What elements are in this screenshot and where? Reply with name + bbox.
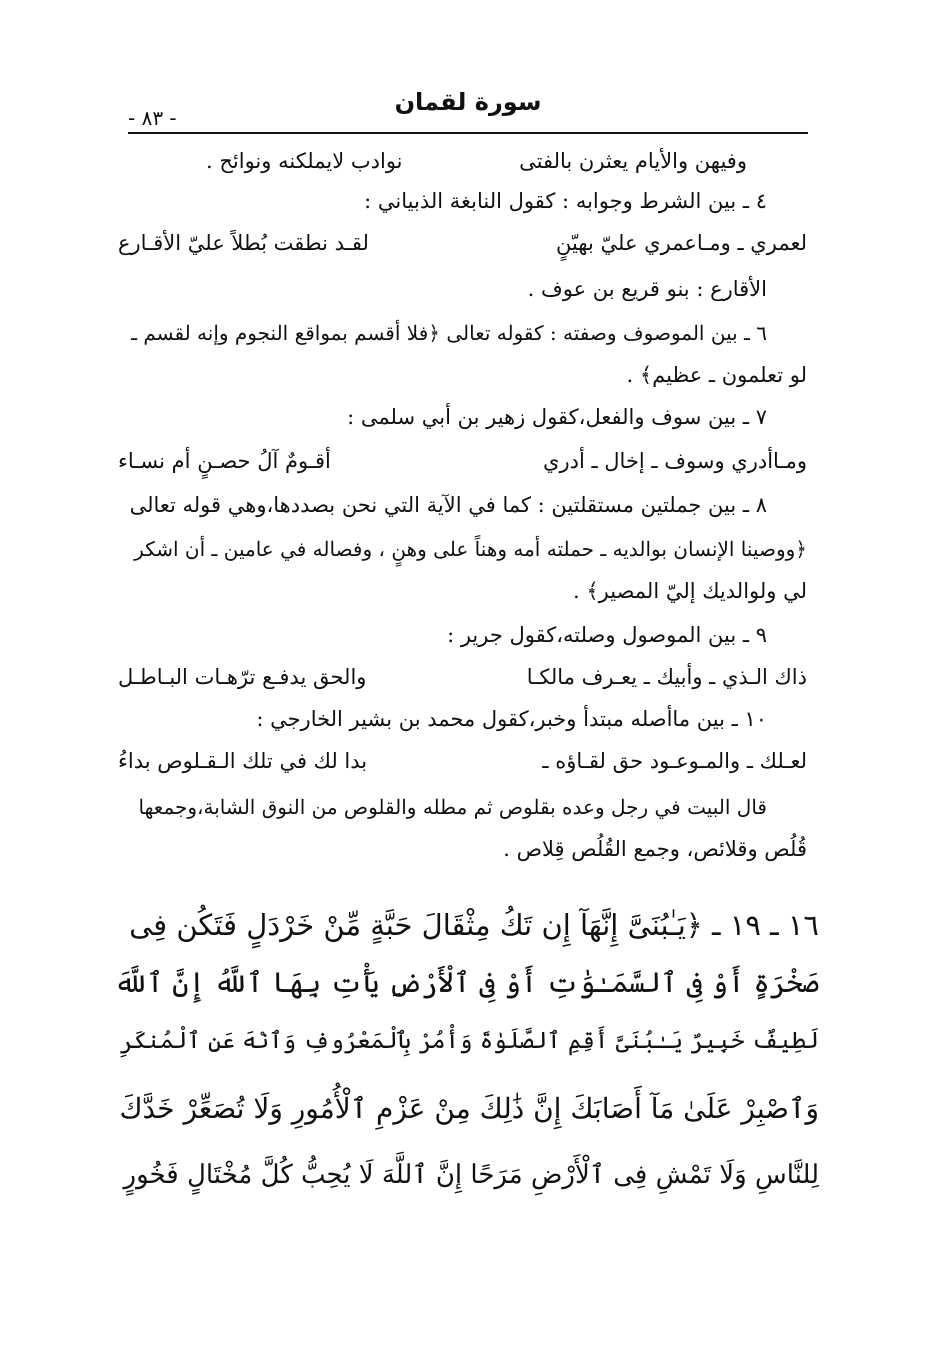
text-line-content: ١٠ ـ بين ماأصله مبتدأ وخبر،كقول محمد بن بشير الخارجي : [256, 707, 767, 731]
page-number: - ٨٣ - [128, 106, 177, 130]
header-rule [128, 132, 808, 134]
text-line-content: ٩ ـ بين الموصول وصلته،كقول جرير : [447, 623, 767, 647]
text-line [110, 534, 807, 564]
second-hemistich: لقـد نطقت بُطلاً عليّ الأقـارع [118, 231, 369, 255]
text-line-content: ٨ ـ بين جملتين مستقلتين : كما في الآية التي نحن بصددها،وهي قوله تعالى [129, 493, 767, 517]
text-line-content: الأقارع : بنو قريع بن عوف . [527, 277, 767, 301]
surah-title: سورة لقمان [394, 88, 542, 116]
text-line-content: لي ولوالديك إليّ المصير﴾ . [572, 579, 807, 603]
first-hemistich: ومـاأدري وسوف ـ إخال ـ أدري [543, 449, 807, 473]
first-hemistich: وفيهن والأيام يعثرن بالفتى [519, 149, 747, 173]
text-line [110, 402, 807, 432]
text-line-content: ٧ ـ بين سوف والفعل،كقول زهير بن أبي سلمى : [347, 405, 767, 429]
text-line [110, 620, 807, 650]
quran-verse-line: ١٦ ـ ١٩ ـ ﴿يَـٰبُنَىَّ إِنَّهَآ إِن تَكُ مِثْقَالَ حَبَّةٍ مِّنْ خَرْدَلٍ فَتَكُن فِى [129, 908, 819, 942]
text-line-content: قال البيت في رجل وعده بقلوص ثم مطله والقلوص من النوق الشابة،وجمعها [138, 795, 767, 819]
text-line [110, 834, 807, 864]
text-line [110, 576, 807, 606]
text-line-content: قُلُص وقلائص، وجمع القُلُص قِلاص . [503, 837, 807, 861]
first-hemistich: لعمري ـ ومـاعمري عليّ بهيّنٍ [555, 231, 807, 255]
first-hemistich: ذاك الـذي ـ وأبيك ـ يعـرف مالكـا [526, 665, 807, 689]
text-line-content: ٦ ـ بين الموصوف وصفته : كقوله تعالى ﴿فلا أقسم بمواقع النجوم وإنه لقسم ـ [131, 321, 767, 345]
quran-verse-line: لَطِيفٌ خَبِيرٌ يَـٰبُنَىَّ أَقِمِ ٱلصَّلَوٰةَ وَأْمُرْ بِٱلْمَعْرُوفِ وَٱنْهَ عَنِ ٱلْمُنكَرِ [119, 1028, 819, 1054]
text-line [110, 792, 807, 822]
first-hemistich: لعـلك ـ والمـوعـود حق لقـاؤه ـ [542, 749, 807, 773]
text-line-content: ٤ ـ بين الشرط وجوابه : كقول النابغة الذبياني : [364, 189, 767, 213]
page-header [128, 80, 808, 132]
text-line [110, 318, 807, 348]
second-hemistich: أقـومٌ آلُ حصـنٍ أم نسـاء [118, 449, 331, 473]
text-line [110, 704, 807, 734]
second-hemistich: والحق يدفـع ترّهـات البـاطـل [118, 665, 367, 689]
quran-verse-line: صَخْرَةٍ أَوْ فِى ٱلسَّمَـٰوَٰتِ أَوْ فِى ٱلْأَرْضِ يَأْتِ بِهَا ٱللَّهُ إِنَّ ٱللَّهَ [114, 966, 819, 999]
text-line [110, 186, 807, 216]
text-line [110, 274, 807, 304]
text-line [110, 490, 807, 520]
text-line-content: ﴿ووصينا الإنسان بوالديه ـ حملته أمه وهناً على وهنٍ ، وفصاله في عامين ـ أن اشكر [134, 537, 807, 561]
quran-verse-line: وَٱصْبِرْ عَلَىٰ مَآ أَصَابَكَ إِنَّ ذَٰلِكَ مِنْ عَزْمِ ٱلْأُمُورِ وَلَا تُصَعِّرْ خَدَّكَ [119, 1092, 819, 1125]
second-hemistich: بدا لك في تلك الـقـلوص بداءُ [118, 749, 368, 773]
text-line [110, 360, 807, 390]
text-line-content: لو تعلمون ـ عظيم﴾ . [626, 363, 807, 387]
second-hemistich: نوادب لايملكنه ونوائح . [206, 149, 403, 173]
quran-verse-line: لِلنَّاسِ وَلَا تَمْشِ فِى ٱلْأَرْضِ مَرَحًا إِنَّ ٱللَّهَ لَا يُحِبُّ كُلَّ مُخْتَالٍ فَخُورٍ [123, 1160, 819, 1190]
